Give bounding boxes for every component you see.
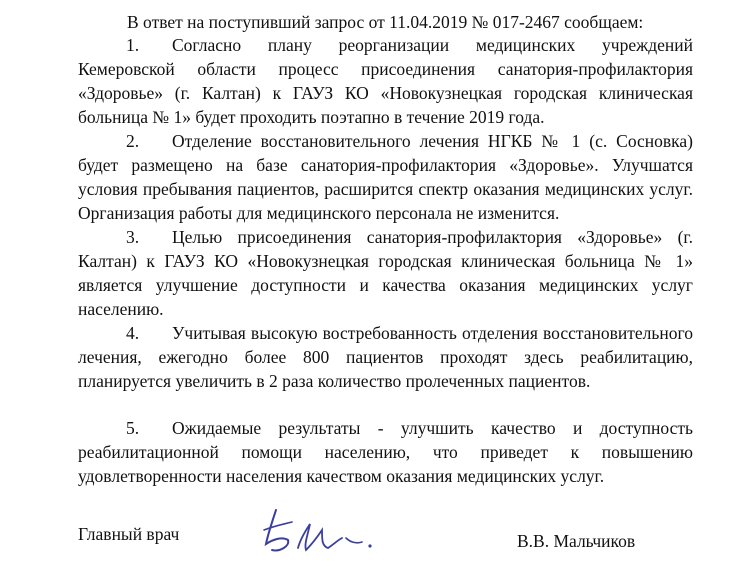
paragraph-3 (78, 225, 693, 321)
paragraph-text: Отделение восстановительного лечения НГКБ № 1 (с. Сосновка) будет размещено на базе санатория-профилактория «Здоровье». Улучшатся условия пребывания пациентов, расширится спектр оказания медицинских услуг. Организация работы для медицинского персонала не изменится. (78, 131, 693, 223)
paragraph-text: Согласно плану реорганизации медицинских учреждений Кемеровской области процесс присоединения санатория-профилактория «Здоровье» (г. Калтан) к ГАУЗ КО «Новокузнецкая городская клиническая больница № 1» будет проходить поэтапно в течение 2019 года. (78, 35, 693, 127)
paragraph-4 (78, 321, 693, 393)
intro-line: В ответ на поступивший запрос от 11.04.2019 № 017-2467 сообщаем: (127, 12, 644, 32)
paragraph-text: Учитывая высокую востребованность отделения восстановительного лечения, ежегодно более 800 пациентов проходят здесь реабилитацию, планируется увеличить в 2 раза количество пролеченных пациентов. (78, 323, 693, 391)
handwritten-signature (262, 500, 382, 560)
paragraph-number: 4. (126, 323, 140, 343)
signatory-position: Главный врач (78, 524, 180, 544)
paragraph-2 (78, 129, 693, 225)
paragraph-number: 2. (126, 131, 140, 151)
paragraph-number: 5. (126, 418, 140, 438)
paragraph-text: Целью присоединения санатория-профилактория «Здоровье» (г. Калтан) к ГАУЗ КО «Новокузнецкая городская клиническая больница № 1» является улучшение доступности и качества оказания медицинских услуг населению. (78, 227, 693, 319)
paragraph-text: Ожидаемые результаты - улучшить качество и доступность реабилитационной помощи населению, что приведет к повышению удовлетворенности населения качеством оказания медицинских услуг. (78, 418, 693, 486)
paragraph-5 (78, 416, 693, 488)
paragraph-number: 1. (126, 35, 140, 55)
paragraph-number: 3. (126, 227, 140, 247)
paragraph-1 (78, 33, 693, 129)
signatory-name: В.В. Мальчиков (517, 531, 636, 551)
